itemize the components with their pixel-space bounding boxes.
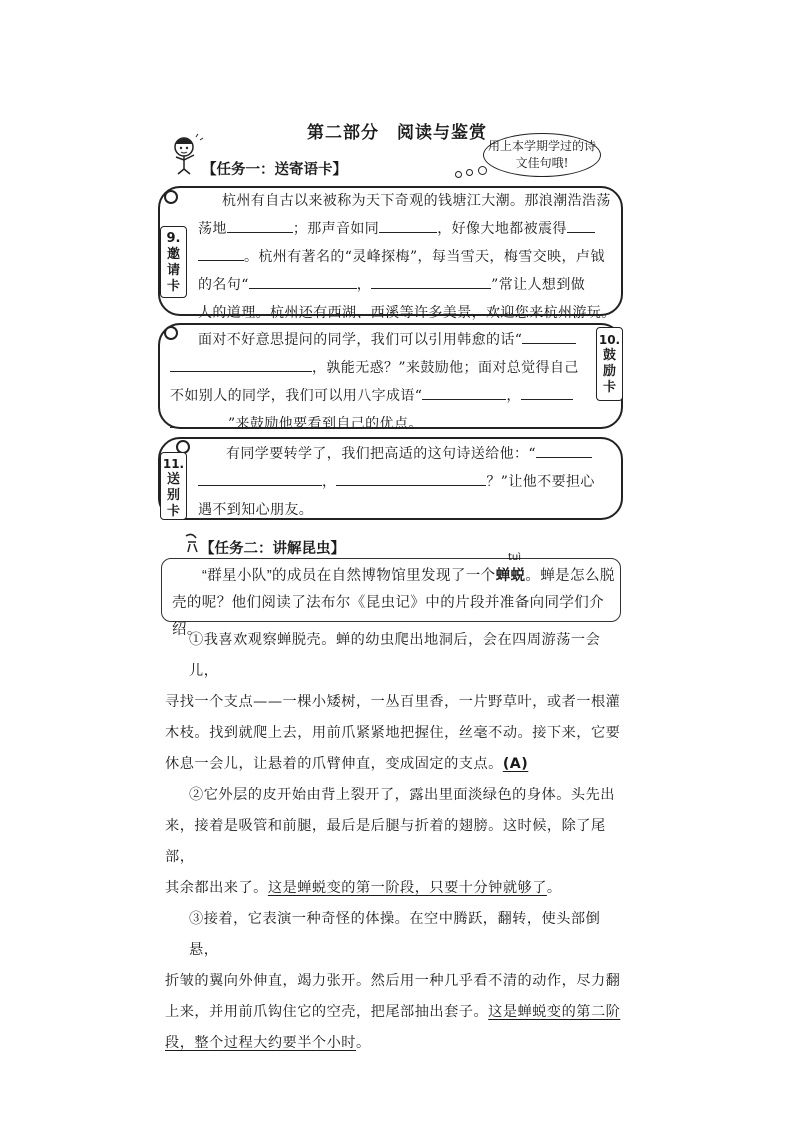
text-span: ， [322,474,337,490]
passage-line: 木枝。找到就爬上去，用前爪紧紧地把握住，丝毫不动。接下来，它要 [165,725,621,741]
text-line [170,354,590,382]
passage-line [165,1028,625,1059]
passage-line: 寻找一个支点——一棵小矮树，一丛百里香，一片野草叶，或者一根灌 [165,694,621,710]
text-span: 。杭州有著名的“灵峰探梅”，每当雪天，梅雪交映，卢钺 [244,249,605,265]
text-span: 的名句“ [198,277,249,293]
text-line [198,243,618,271]
kid-icon [170,133,206,175]
passage [165,625,625,1059]
text-span: ”来鼓励他要看到自己的优点。 [228,416,423,432]
tag-number: 9. [166,231,181,246]
text-span: “群星小队”的成员在自然博物馆里发现了一个 [202,568,496,584]
underlined-sentence: 这是蝉蜕变的第一阶段，只要十分钟就够了 [267,880,547,896]
tag-text: 送别卡 [166,472,180,519]
text-line [198,215,618,243]
text-span: ；那声音如同 [292,221,380,237]
text-line [198,271,618,299]
tag-number: 11. [162,457,185,471]
farewell-card-tag [160,452,187,520]
text-line: 杭州有自古以来被称为天下奇观的钱塘江大潮。那浪潮浩浩荡 [222,193,611,209]
text-line [198,440,618,468]
answer-blank[interactable] [536,441,592,458]
text-span: 上来，并用前爪钩住它的空壳，把尾部抽出套子。 [165,1004,489,1020]
text-line: 人的道理。杭州还有西湖、西溪等许多美景，欢迎您来杭州游玩。 [198,305,616,321]
card-ring [164,190,178,204]
text-span: 休息一会儿，让悬着的爪臂伸直，变成固定的支点。 [165,756,503,772]
text-line: 遇不到知心朋友。 [198,502,314,518]
passage-line: ①我喜欢观察蝉脱壳。蝉的幼虫爬出地洞后，会在四周游荡一会儿， [189,632,601,679]
mark-a: (A) [502,756,529,772]
answer-blank[interactable] [336,469,486,486]
tag-number: 10. [598,333,621,347]
text-line [172,563,617,590]
passage-line [165,997,625,1028]
answer-blank[interactable] [227,216,293,233]
text-span: 荡地 [198,221,227,237]
text-span: ， [506,388,521,404]
text-span: 不如别人的同学，我们可以用八字成语“ [170,388,423,404]
invitation-card-tag [160,226,187,298]
text-span: 。蝉是怎么脱 [525,568,615,584]
text-span: 其余都出来了。 [165,880,268,896]
text-line: 壳的呢？他们阅读了法布尔《昆虫记》中的片段并准备向同学们介绍。 [172,595,605,638]
answer-blank[interactable] [198,469,322,486]
text-span: ，孰能无惑？”来鼓励他；面对总觉得自己 [312,360,579,376]
underlined-sentence: 这是蝉蜕变的第二阶 [488,1004,621,1020]
passage-line: 来，接着是吸管和前腿，最后是后腿与折着的翅膀。这时候，除了尾部， [165,818,606,865]
tag-text: 邀请卡 [166,247,180,294]
text-line [170,382,590,410]
answer-blank[interactable] [522,327,576,344]
answer-blank[interactable] [170,411,228,428]
task2-heading: 【任务二：讲解昆虫】 [200,541,345,557]
answer-blank[interactable] [371,272,491,289]
answer-blank[interactable] [422,383,506,400]
encouragement-card-body [170,326,590,438]
text-span: ，好像大地都被震得 [437,221,567,237]
text-span: 。 [355,1035,371,1051]
answer-blank[interactable] [567,216,595,233]
task1-heading: 【任务一：送寄语卡】 [202,162,347,178]
encouragement-card-tag [596,327,623,401]
text-span: ？”让他不要担心 [486,474,595,490]
tip-bubble [483,133,601,177]
passage-line: ③接着，它表演一种奇怪的体操。在空中腾跃，翻转，使头部倒悬， [189,911,601,958]
passage-line: 折皱的翼向外伸直，竭力张开。然后用一种几乎看不清的动作，尽力翻 [165,973,621,989]
text-line [170,326,590,354]
text-span: ， [356,277,372,293]
farewell-card-body [198,440,618,524]
pinyin-annotation: tuì [508,552,522,563]
tip-bubble-text: 用上本学期学过的诗文佳句哦! [487,139,596,170]
answer-blank[interactable] [521,383,573,400]
invitation-card-body [198,187,618,327]
passage-line: ②它外层的皮开始由背上裂开了，露出里面淡绿色的身体。头先出 [189,787,615,803]
passage-line [165,749,625,780]
highlight-word: 蝉蜕 [495,568,526,584]
passage-line [165,873,625,904]
text-line [170,410,590,438]
answer-blank[interactable] [198,244,244,261]
text-span: 。 [546,880,562,896]
underlined-sentence: 段，整个过程大约要半个小时 [165,1035,356,1051]
kid-small-icon [182,532,202,554]
page-title: 第二部分 阅读与鉴赏 [307,123,487,143]
answer-blank[interactable] [249,272,357,289]
text-span: 面对不好意思提问的同学，我们可以引用韩愈的话“ [198,332,523,348]
answer-blank[interactable] [379,216,437,233]
text-span: 有同学要转学了，我们把高适的这句诗送给他：“ [226,446,536,462]
text-span: ”常让人想到做 [491,277,586,293]
tag-text: 鼓励卡 [602,348,616,395]
answer-blank[interactable] [170,355,312,372]
text-line [198,468,618,496]
